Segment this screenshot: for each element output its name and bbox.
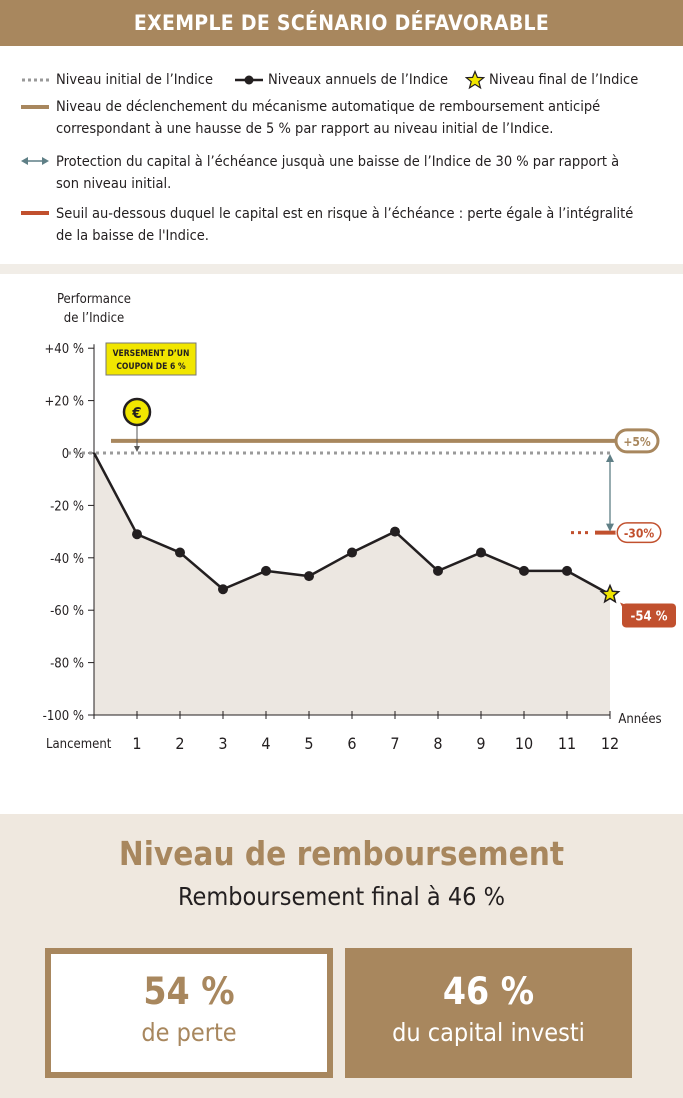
x-tick-label: 2: [175, 734, 185, 753]
loss-box: [45, 948, 333, 1078]
y-axis-title-1: Performance: [56, 292, 132, 307]
data-point: [175, 548, 185, 558]
data-point: [261, 566, 271, 576]
chart-panel: [0, 274, 683, 814]
legend-trigger-1: Niveau de déclenchement du mécanisme automatique de remboursement anticipé: [56, 99, 601, 115]
loss-label: de perte: [141, 1018, 237, 1047]
protection-arrow-head-up: [606, 454, 614, 462]
y-tick-label: -80 %: [50, 656, 84, 672]
euro-symbol: €: [132, 404, 142, 422]
data-point: [218, 584, 228, 594]
separator-band: [0, 264, 683, 274]
coupon-label-1: VERSEMENT D’UN: [112, 349, 190, 359]
x-tick-label: 3: [218, 734, 228, 753]
line-marker-icon: [233, 72, 265, 88]
legend-trigger-2: correspondant à une hausse de 5 % par rapport au niveau initial de l’Indice.: [56, 121, 554, 137]
summary-title: Niveau de remboursement: [118, 834, 565, 873]
coupon-pointer-head: [134, 446, 140, 452]
legend-risk-1: Seuil au-dessous duquel le capital est en risque à l’échéance : perte égale à l’intégralité: [56, 206, 634, 222]
legend-annual-levels: Niveaux annuels de l’Indice: [268, 72, 449, 88]
y-tick-label: -100 %: [42, 709, 84, 724]
legend: [0, 46, 683, 264]
x-tick-label: 12: [600, 734, 620, 753]
x-tick-label: 7: [390, 734, 400, 753]
area-fill: [94, 453, 610, 715]
data-point: [304, 571, 314, 581]
y-tick-label: -40 %: [50, 551, 84, 567]
summary-subtitle: Remboursement final à 46 %: [178, 882, 505, 911]
capital-label: du capital investi: [392, 1018, 585, 1047]
x-tick-label: Lancement: [46, 737, 112, 752]
y-tick-label: -60 %: [50, 604, 84, 620]
protection-arrow-head-down: [606, 524, 614, 532]
x-tick-label: 11: [557, 734, 577, 753]
loss-value: 54 %: [143, 970, 235, 1013]
x-tick-label: 8: [433, 734, 443, 753]
y-tick-label: +40 %: [44, 342, 84, 358]
x-axis-title: Années: [618, 712, 662, 727]
y-tick-label: +20 %: [44, 394, 84, 410]
x-tick-label: 6: [347, 734, 357, 753]
page-title: EXEMPLE DE SCÉNARIO DÉFAVORABLE: [133, 11, 550, 35]
y-axis-title-2: de l’Indice: [63, 311, 125, 326]
legend-final-level: Niveau final de l’Indice: [489, 72, 639, 88]
x-tick-label: 5: [304, 734, 314, 753]
x-tick-label: 9: [476, 734, 486, 753]
dotted-line-icon: [20, 74, 50, 86]
protection-badge-label: -30%: [623, 526, 655, 541]
data-point: [519, 566, 529, 576]
trigger-badge-label: +5%: [623, 434, 651, 449]
legend-protection-1: Protection du capital à l’échéance jusquà une baisse de l’Indice de 30 % par rapport à: [56, 154, 620, 170]
data-point: [476, 548, 486, 558]
star-icon: [465, 70, 485, 90]
x-tick-label: 1: [132, 734, 142, 753]
chart-svg: [0, 274, 683, 814]
data-point: [132, 529, 142, 539]
x-tick-label: 10: [514, 734, 534, 753]
capital-box: [345, 948, 632, 1078]
gold-line-icon: [20, 102, 50, 112]
final-badge-label: -54 %: [630, 609, 668, 625]
coupon-label-2: COUPON DE 6 %: [116, 362, 186, 372]
legend-protection-2: son niveau initial.: [56, 176, 172, 192]
legend-initial-level: Niveau initial de l’Indice: [56, 72, 213, 88]
x-tick-label: 4: [261, 734, 271, 753]
page-header: [0, 0, 683, 46]
y-tick-label: -20 %: [50, 499, 84, 515]
data-point: [562, 566, 572, 576]
red-line-icon: [20, 208, 50, 218]
legend-risk-2: de la baisse de l'Indice.: [56, 228, 209, 244]
data-point: [347, 548, 357, 558]
double-arrow-icon: [20, 155, 50, 167]
data-point: [433, 566, 443, 576]
capital-value: 46 %: [442, 970, 535, 1013]
data-point: [390, 527, 400, 537]
y-tick-label: 0 %: [61, 447, 84, 462]
